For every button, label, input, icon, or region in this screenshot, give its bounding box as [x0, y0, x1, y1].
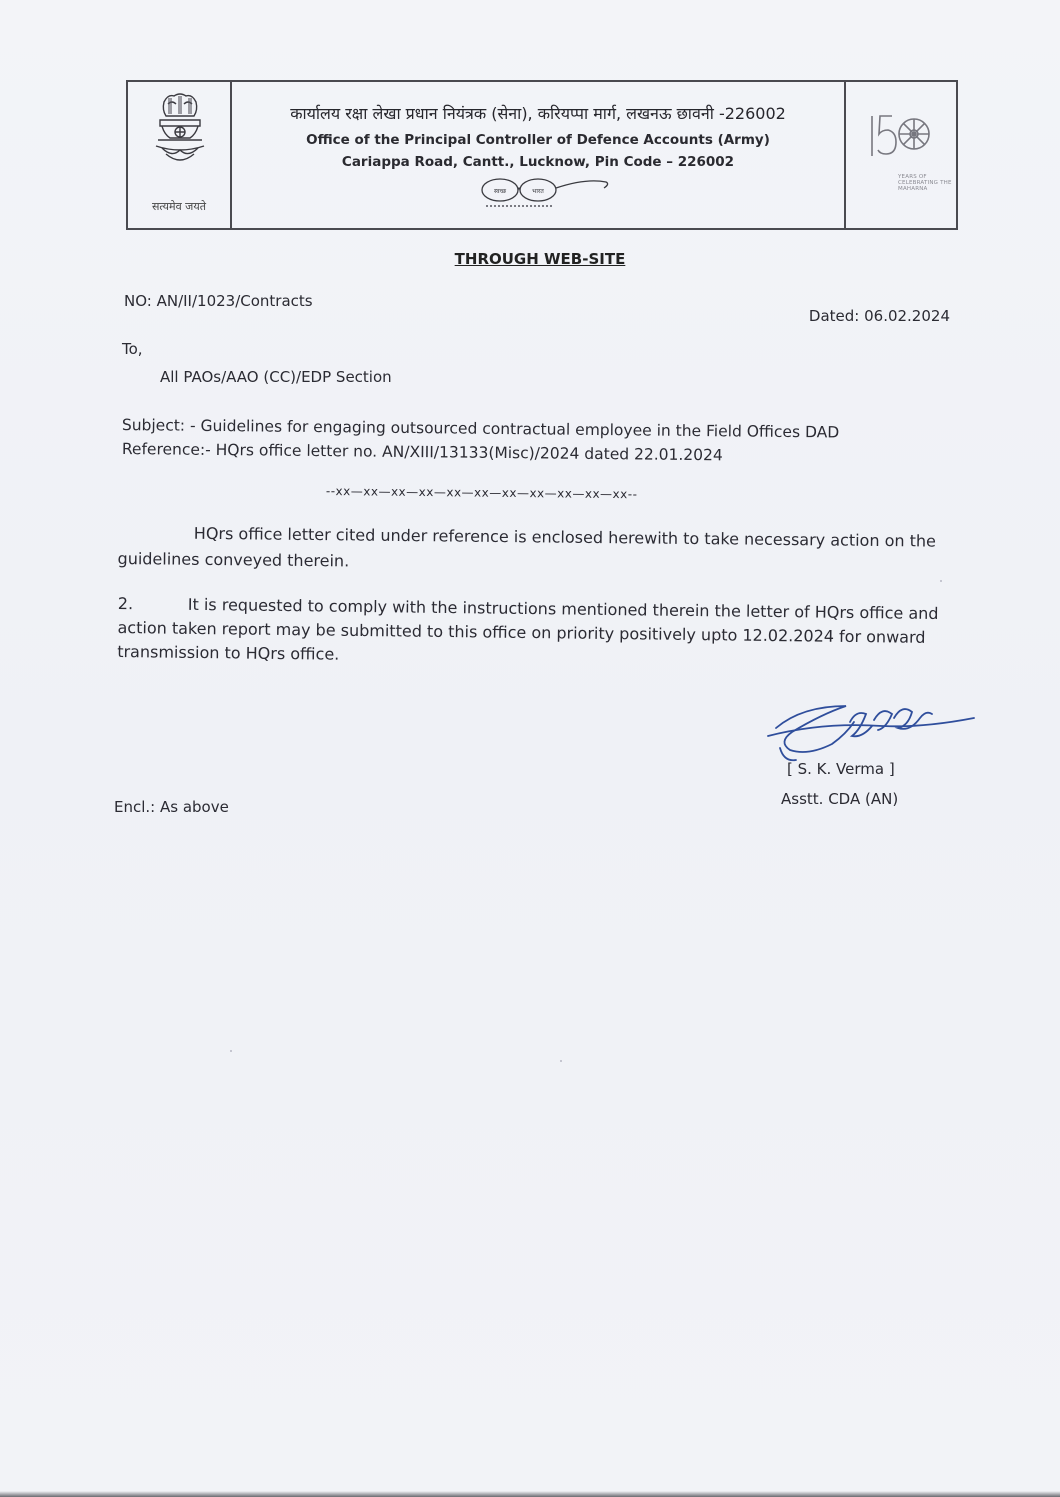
letter-date: Dated: 06.02.2024 [808, 307, 950, 325]
paragraph-2-number: 2. [117, 593, 134, 614]
scan-speck [230, 1050, 232, 1052]
reference-number: NO: AN/II/1023/Contracts [124, 292, 313, 310]
separator-line: --xx—xx—xx—xx—xx—xx—xx—xx—xx—xx—xx-- [325, 484, 638, 502]
recipient: All PAOs/AAO (CC)/EDP Section [160, 368, 392, 386]
paragraph-2 [117, 592, 958, 674]
swachh-right-text: भारत [532, 188, 544, 195]
signer-name: [ S. K. Verma ] [787, 760, 895, 778]
paragraph-1 [117, 520, 957, 581]
scan-speck [560, 1060, 562, 1062]
scan-bottom-edge [0, 1491, 1060, 1497]
enclosure-note: Encl.: As above [114, 798, 229, 816]
anniversary-150-logo-icon [868, 108, 938, 172]
paragraph-1-text: HQrs office letter cited under reference is enclosed herewith to take necessary action on the guidelines conveyed therein. [117, 523, 937, 571]
emblem-cell [128, 82, 232, 228]
signer-designation: Asstt. CDA (AN) [781, 790, 899, 808]
anniversary-cell [844, 82, 956, 228]
reference-line: Reference:- HQrs office letter no. AN/XIII/13133(Misc)/2024 dated 22.01.2024 [121, 440, 723, 465]
anniversary-caption: YEARS OF CELEBRATING THE MAHARNA [898, 174, 952, 192]
hindi-address: कार्यालय रक्षा लेखा प्रधान नियंत्रक (सेना), करियप्पा मार्ग, लखनऊ छावनी -226002 [290, 104, 786, 123]
office-name: Office of the Principal Controller of Defence Accounts (Army) [306, 132, 770, 148]
page-title: THROUGH WEB-SITE [454, 250, 626, 268]
emblem-motto: सत्यमेव जयते [151, 200, 206, 213]
national-emblem-icon [142, 90, 218, 190]
office-address: Cariappa Road, Cantt., Lucknow, Pin Code – 226002 [341, 154, 735, 170]
paragraph-2-text: It is requested to comply with the instructions mentioned therein the letter of HQrs office and action taken report may be submitted to this office on priority positively upto 12.02.2024 for onward transmission to HQrs office. [117, 594, 939, 664]
swachh-left-text: स्वच्छ [493, 188, 507, 195]
swachh-bharat-logo-icon [456, 176, 620, 210]
letterhead-text [232, 82, 844, 228]
addressee-label: To, [122, 340, 143, 358]
letterhead [126, 80, 958, 230]
scan-speck [940, 580, 942, 582]
subject-line: Subject: - Guidelines for engaging outsourced contractual employee in the Field Offices DAD [121, 416, 840, 442]
